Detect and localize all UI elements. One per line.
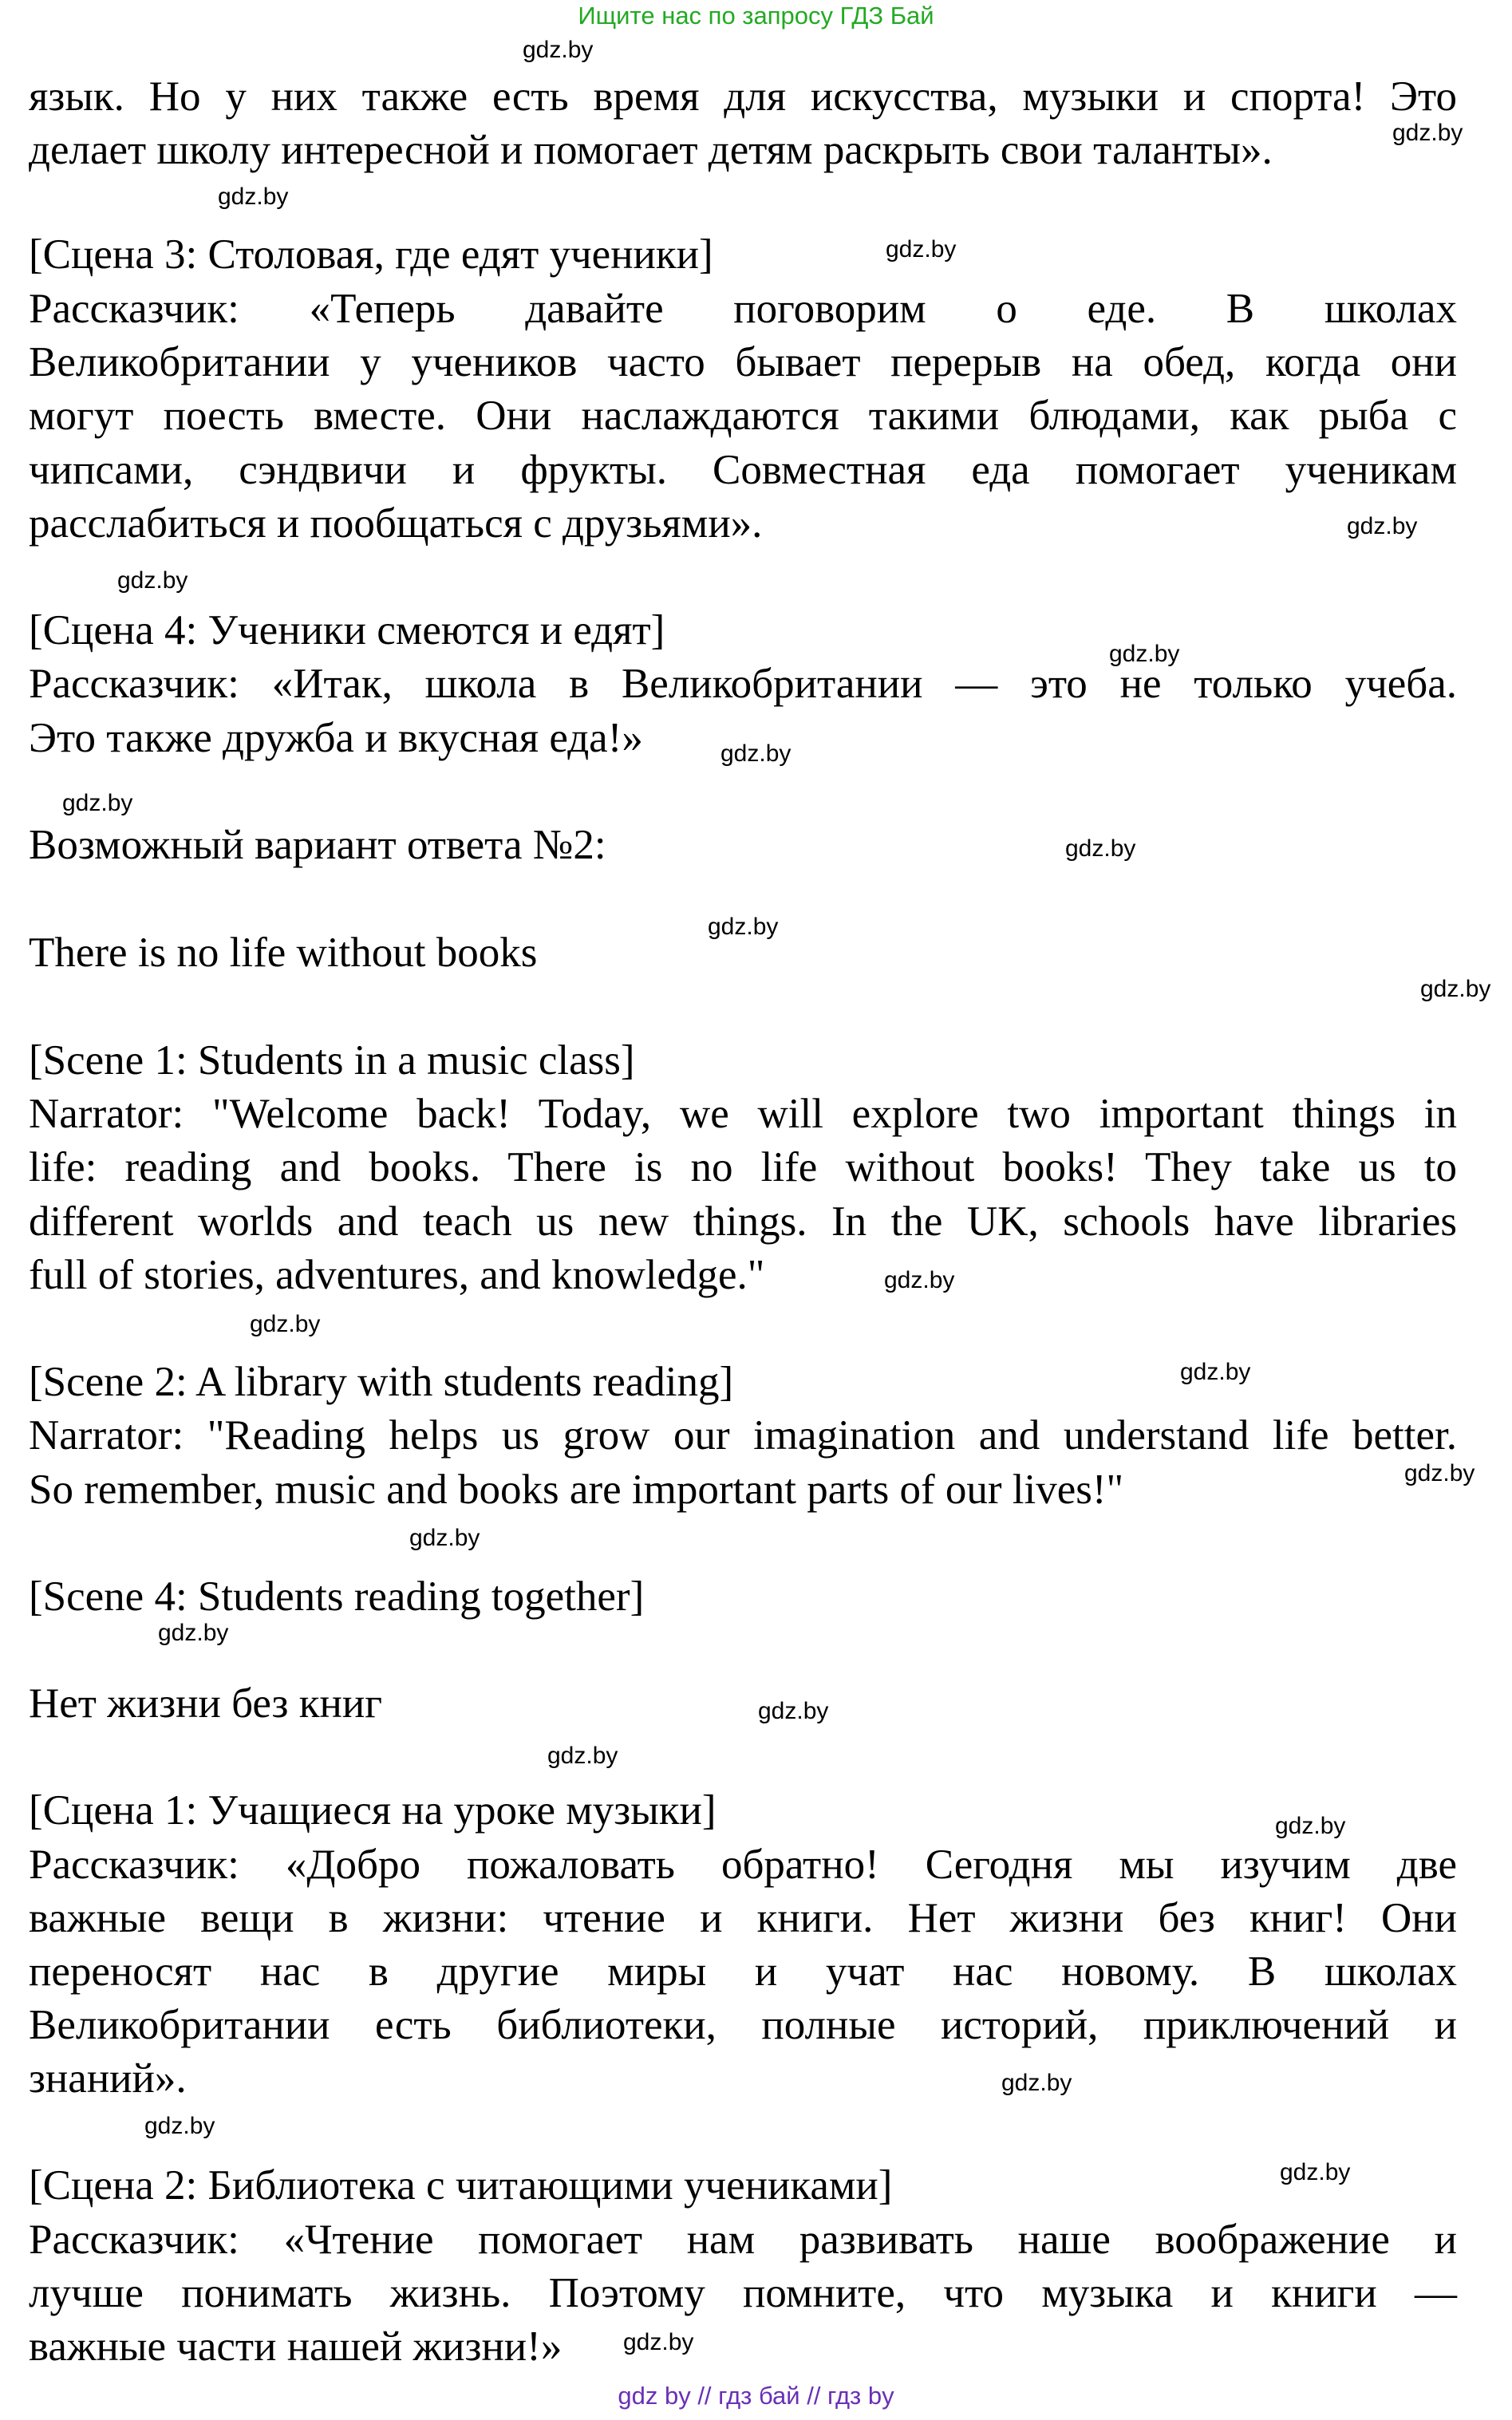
watermark: gdz.by — [1001, 2070, 1072, 2096]
watermark: gdz.by — [708, 914, 779, 940]
section-title: Нет жизни без книг — [29, 1680, 382, 1727]
text-line: Рассказчик: «Добро пожаловать обратно! Сегодня мы изучим две — [29, 1842, 1457, 1888]
text-line: важные части нашей жизни!» — [29, 2323, 563, 2370]
text-line: важные вещи в жизни: чтение и книги. Нет жизни без книг! Они — [29, 1895, 1457, 1941]
scene-heading: [Сцена 2: Библиотека с читающими учениками] — [29, 2162, 893, 2209]
text-line: life: reading and books. There is no life without books! They take us to — [29, 1144, 1457, 1190]
watermark: gdz.by — [144, 2113, 215, 2139]
scene-heading: [Scene 2: A library with students reading] — [29, 1359, 734, 1405]
text-line: Великобритании есть библиотеки, полные историй, приключений и — [29, 2002, 1457, 2048]
scene-heading: [Сцена 3: Столовая, где едят ученики] — [29, 231, 713, 278]
watermark: gdz.by — [1109, 641, 1180, 667]
text-line: расслабиться и пообщаться с друзьями». — [29, 500, 763, 547]
watermark: gdz.by — [1404, 1460, 1475, 1486]
scene-heading: [Scene 4: Students reading together] — [29, 1573, 645, 1620]
text-line: Рассказчик: «Итак, школа в Великобритании — это не только учеба. — [29, 661, 1457, 707]
section-title: There is no life without books — [29, 930, 538, 976]
watermark: gdz.by — [1280, 2159, 1351, 2185]
text-line: чипсами, сэндвичи и фрукты. Совместная еда помогает ученикам — [29, 447, 1457, 493]
watermark: gdz.by — [409, 1525, 480, 1551]
watermark: gdz.by — [250, 1311, 321, 1337]
watermark: gdz.by — [117, 567, 188, 594]
watermark: gdz.by — [1275, 1813, 1346, 1839]
text-line: лучше понимать жизнь. Поэтому помните, что музыка и книги — — [29, 2270, 1457, 2316]
watermark: gdz.by — [1420, 976, 1491, 1002]
scene-heading: [Scene 1: Students in a music class] — [29, 1037, 635, 1084]
text-line: different worlds and teach us new things. In the UK, schools have libraries — [29, 1198, 1457, 1245]
watermark: gdz.by — [886, 236, 957, 263]
text-line: делает школу интересной и помогает детям раскрыть свои таланты». — [29, 127, 1273, 173]
text-line: Narrator: "Welcome back! Today, we will explore two important things in — [29, 1091, 1457, 1137]
text-line: Это также дружба и вкусная еда!» — [29, 715, 643, 761]
text-line: язык. Но у них также есть время для искусства, музыки и спорта! Это — [29, 73, 1457, 120]
watermark: gdz.by — [758, 1698, 829, 1724]
scene-heading: [Сцена 1: Учащиеся на уроке музыки] — [29, 1787, 717, 1834]
text-line: full of stories, adventures, and knowledge." — [29, 1252, 765, 1298]
text-line: могут поесть вместе. Они наслаждаются такими блюдами, как рыба с — [29, 393, 1457, 439]
text-line: Рассказчик: «Теперь давайте поговорим о еде. В школах — [29, 286, 1457, 332]
scene-heading: [Сцена 4: Ученики смеются и едят] — [29, 607, 665, 653]
text-line: Narrator: "Reading helps us grow our imagination and understand life better. — [29, 1412, 1457, 1459]
watermark: gdz.by — [523, 37, 594, 63]
text-line: Великобритании у учеников часто бывает перерыв на обед, когда они — [29, 339, 1457, 385]
watermark: gdz.by — [1180, 1359, 1251, 1385]
text-line: So remember, music and books are important parts of our lives!" — [29, 1467, 1124, 1513]
watermark: gdz.by — [1347, 513, 1418, 539]
watermark: gdz.by — [158, 1620, 229, 1646]
watermark: gdz.by — [1065, 835, 1136, 862]
watermark: gdz.by — [623, 2329, 694, 2355]
text-line: Рассказчик: «Чтение помогает нам развивать наше воображение и — [29, 2217, 1457, 2263]
text-line: знаний». — [29, 2055, 187, 2102]
watermark: gdz.by — [218, 184, 289, 210]
watermark: gdz.by — [884, 1267, 955, 1293]
watermark: gdz.by — [1392, 120, 1463, 146]
answer-variant-heading: Возможный вариант ответа №2: — [29, 822, 606, 868]
text-line: переносят нас в другие миры и учат нас новому. В школах — [29, 1948, 1457, 1995]
footer-links[interactable]: gdz by // гдз бай // гдз by — [618, 2382, 894, 2410]
watermark: gdz.by — [547, 1743, 618, 1769]
header-search-hint[interactable]: Ищите нас по запросу ГДЗ Бай — [578, 2, 934, 30]
watermark: gdz.by — [720, 740, 792, 767]
watermark: gdz.by — [62, 790, 133, 816]
